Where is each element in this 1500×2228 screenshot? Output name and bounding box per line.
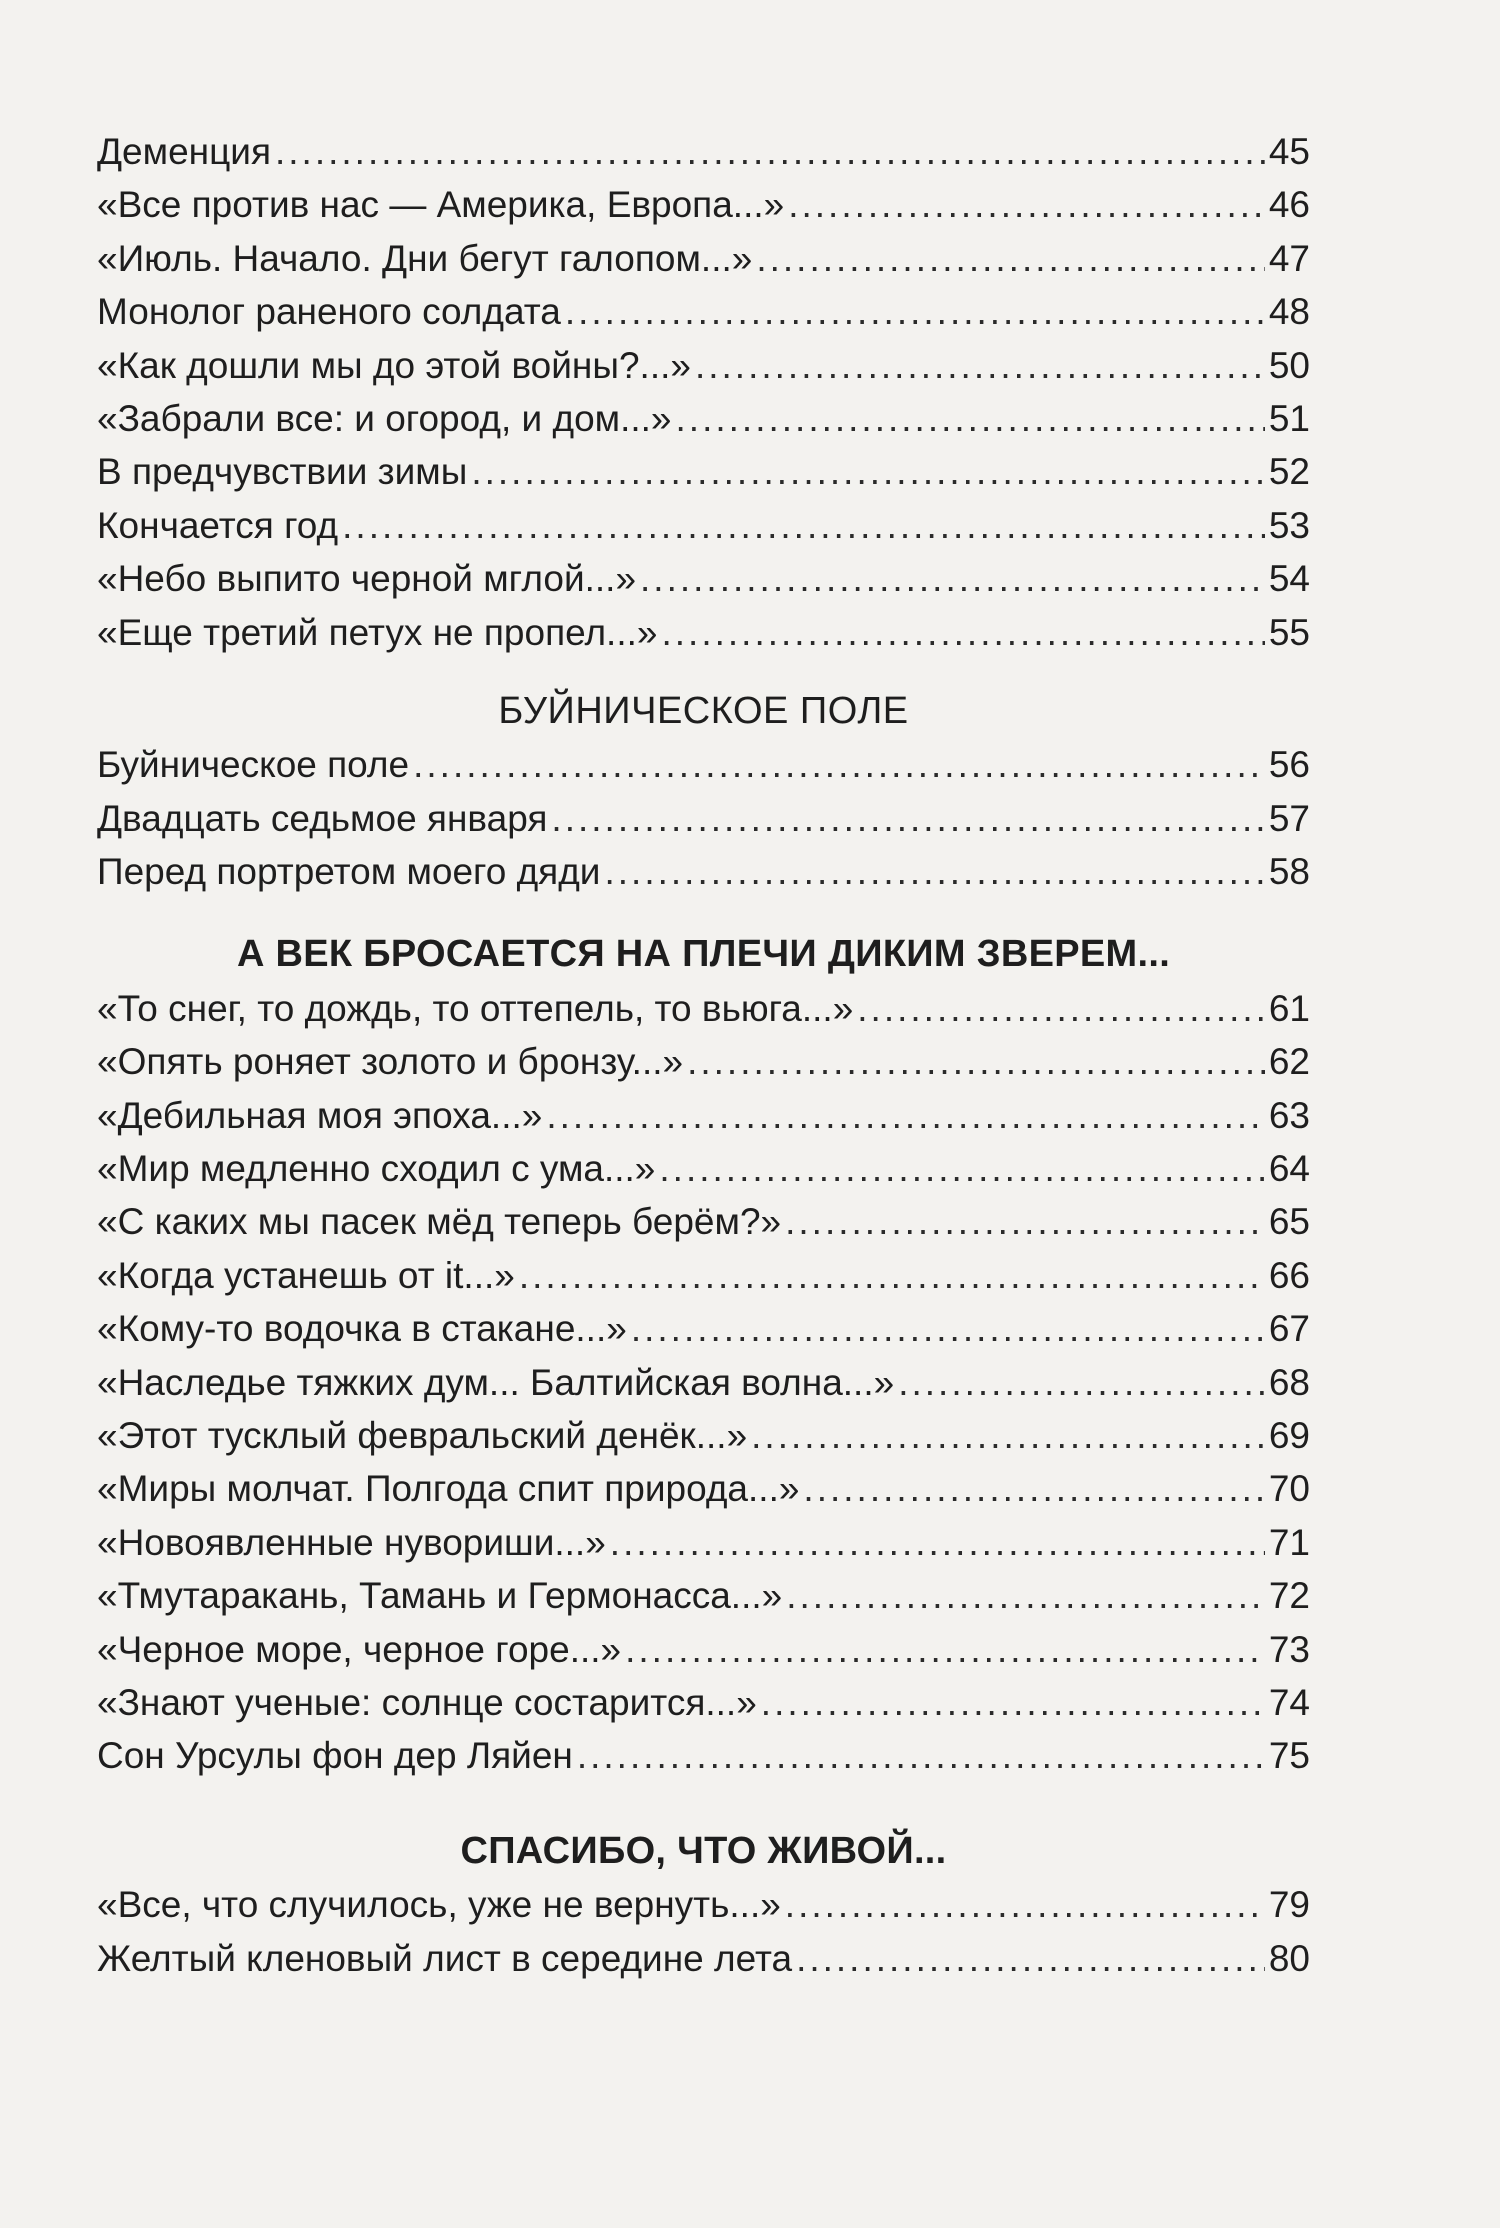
toc-leader-dots — [786, 1569, 1265, 1622]
toc-entry-page-number: 64 — [1268, 1148, 1310, 1190]
toc-entry-page-number: 55 — [1268, 611, 1310, 653]
toc-entry-page-number: 75 — [1268, 1735, 1310, 1777]
toc-entry-title: «Все против нас — Америка, Европа...» — [97, 184, 785, 226]
toc-leader-dots — [659, 1142, 1264, 1195]
toc-entry — [97, 1035, 1310, 1088]
toc-entry-title: «Наследье тяжких дум... Балтийская волна...» — [97, 1361, 895, 1403]
toc-leader-dots — [610, 1516, 1265, 1569]
toc-leader-dots — [551, 792, 1264, 845]
toc-leader-dots — [604, 845, 1264, 898]
toc-entry — [97, 606, 1310, 659]
toc-entry — [97, 1676, 1310, 1729]
toc-entry-title: «Миры молчат. Полгода спит природа...» — [97, 1468, 800, 1510]
toc-entry-title: «Еще третий петух не пропел...» — [97, 611, 658, 653]
toc-entry — [97, 1249, 1310, 1302]
toc-entry-title: «Когда устанешь от it...» — [97, 1254, 515, 1296]
toc-leader-dots — [275, 125, 1265, 178]
toc-entry — [97, 982, 1310, 1035]
toc-entry-page-number: 53 — [1268, 504, 1310, 546]
toc-entry-title: Буйническое поле — [97, 744, 410, 786]
toc-leader-dots — [640, 552, 1265, 605]
toc-leader-dots — [413, 738, 1265, 791]
toc-entry — [97, 738, 1310, 791]
toc-leader-dots — [687, 1035, 1265, 1088]
toc-entry-title: Сон Урсулы фон дер Ляйен — [97, 1735, 573, 1777]
toc-entry-page-number: 73 — [1268, 1628, 1310, 1670]
toc-entry-title: «Как дошли мы до этой войны?...» — [97, 344, 691, 386]
toc-leader-dots — [631, 1302, 1265, 1355]
toc-leader-dots — [751, 1409, 1265, 1462]
toc-group-2 — [97, 738, 1310, 898]
section-title-vek-brosaetsya: А ВЕК БРОСАЕТСЯ НА ПЛЕЧИ ДИКИМ ЗВЕРЕМ... — [236, 933, 1171, 976]
toc-entry — [97, 845, 1310, 898]
toc-entry-page-number: 66 — [1268, 1254, 1310, 1296]
toc-entry-title: Двадцать седьмое января — [97, 797, 548, 839]
toc-entry-page-number: 52 — [1268, 451, 1310, 493]
toc-entry-page-number: 47 — [1268, 237, 1310, 279]
toc-entry — [97, 445, 1310, 498]
toc-leader-dots — [342, 499, 1265, 552]
toc-leader-dots — [803, 1462, 1264, 1515]
toc-entry-page-number: 79 — [1268, 1884, 1310, 1926]
toc-entry — [97, 232, 1310, 285]
toc-leader-dots — [785, 1878, 1265, 1931]
toc-entry — [97, 792, 1310, 845]
toc-leader-dots — [788, 178, 1265, 231]
toc-entry-title: «То снег, то дождь, то оттепель, то вьюга...» — [97, 987, 854, 1029]
toc-leader-dots — [857, 982, 1265, 1035]
toc-entry-title: Перед портретом моего дяди — [97, 851, 601, 893]
toc-group-3 — [97, 982, 1310, 1783]
toc-entry-page-number: 51 — [1268, 397, 1310, 439]
toc-entry-page-number: 50 — [1268, 344, 1310, 386]
toc-entry-page-number: 71 — [1268, 1521, 1310, 1563]
toc-entry — [97, 1516, 1310, 1569]
toc-entry — [97, 1356, 1310, 1409]
toc-entry-title: «Новоявленные нувориши...» — [97, 1521, 606, 1563]
toc-entry-title: «С каких мы пасек мёд теперь берём?» — [97, 1201, 782, 1243]
toc-entry-page-number: 58 — [1268, 851, 1310, 893]
toc-leader-dots — [676, 392, 1265, 445]
toc-entry-title: «Небо выпито черной мглой...» — [97, 558, 637, 600]
toc-entry-page-number: 57 — [1268, 797, 1310, 839]
section-title-spasibo-chto-zhivoy: СПАСИБО, ЧТО ЖИВОЙ... — [460, 1829, 947, 1872]
toc-leader-dots — [471, 445, 1265, 498]
toc-entry-title: «Черное море, черное горе...» — [97, 1628, 622, 1670]
toc-entry-title: Кончается год — [97, 504, 339, 546]
toc-entry — [97, 392, 1310, 445]
toc-entry-title: В предчувствии зимы — [97, 451, 468, 493]
toc-entry-title: «Дебильная моя эпоха...» — [97, 1094, 543, 1136]
toc-entry — [97, 1569, 1310, 1622]
toc-entry — [97, 1195, 1310, 1248]
toc-entry-title: «Все, что случилось, уже не вернуть...» — [97, 1884, 781, 1926]
toc-entry-page-number: 69 — [1268, 1414, 1310, 1456]
toc-leader-dots — [546, 1089, 1265, 1142]
toc-entry-title: Деменция — [97, 131, 271, 172]
toc-entry-title: «Этот тусклый февральский денёк...» — [97, 1414, 748, 1456]
toc-leader-dots — [695, 339, 1265, 392]
toc-leader-dots — [565, 285, 1265, 338]
toc-leader-dots — [756, 232, 1265, 285]
toc-entry — [97, 1623, 1310, 1676]
toc-leader-dots — [785, 1195, 1265, 1248]
toc-entry-page-number: 72 — [1268, 1575, 1310, 1617]
toc-entry-page-number: 68 — [1268, 1361, 1310, 1403]
toc-entry — [97, 339, 1310, 392]
toc-entry-page-number: 63 — [1268, 1094, 1310, 1136]
toc-entry-title: «Кому-то водочка в стакане...» — [97, 1308, 627, 1350]
toc-entry-page-number: 80 — [1268, 1937, 1310, 1979]
toc-entry-title: «Опять роняет золото и бронзу...» — [97, 1041, 684, 1083]
toc-entry-page-number: 74 — [1268, 1681, 1310, 1723]
toc-entry — [97, 285, 1310, 338]
toc-leader-dots — [625, 1623, 1265, 1676]
toc-entry-page-number: 65 — [1268, 1201, 1310, 1243]
toc-entry — [97, 1932, 1310, 1985]
toc-entry — [97, 1142, 1310, 1195]
toc-leader-dots — [519, 1249, 1265, 1302]
toc-leader-dots — [577, 1729, 1265, 1782]
toc-entry — [97, 1409, 1310, 1462]
toc-entry-title: «Тмутаракань, Тамань и Гермонасса...» — [97, 1575, 783, 1617]
toc-entry — [97, 499, 1310, 552]
toc-leader-dots — [796, 1932, 1265, 1985]
toc-entry — [97, 178, 1310, 231]
toc-entry-page-number: 46 — [1268, 184, 1310, 226]
toc-entry-page-number: 70 — [1268, 1468, 1310, 1510]
toc-leader-dots — [761, 1676, 1265, 1729]
toc-entry-page-number: 61 — [1268, 987, 1310, 1029]
toc-entry — [97, 1878, 1310, 1931]
toc-entry-page-number: 67 — [1268, 1308, 1310, 1350]
toc-entry-page-number: 56 — [1268, 744, 1310, 786]
toc-entry — [97, 125, 1310, 178]
toc-entry-title: Монолог раненого солдата — [97, 291, 561, 333]
toc-entry-page-number: 45 — [1268, 131, 1310, 172]
toc-entry-title: «Знают ученые: солнце состарится...» — [97, 1681, 757, 1723]
toc-entry — [97, 552, 1310, 605]
toc-group-1 — [97, 125, 1310, 659]
toc-entry — [97, 1462, 1310, 1515]
toc-entry-page-number: 62 — [1268, 1041, 1310, 1083]
toc-group-4 — [97, 1878, 1310, 1985]
toc-entry-title: «Мир медленно сходил с ума...» — [97, 1148, 656, 1190]
toc-entry-page-number: 54 — [1268, 558, 1310, 600]
toc-leader-dots — [661, 606, 1264, 659]
table-of-contents — [97, 125, 1310, 1985]
toc-entry — [97, 1089, 1310, 1142]
toc-entry-title: «Июль. Начало. Дни бегут галопом...» — [97, 237, 753, 279]
toc-entry — [97, 1729, 1310, 1782]
toc-entry — [97, 1302, 1310, 1355]
toc-entry-page-number: 48 — [1268, 291, 1310, 333]
toc-leader-dots — [898, 1356, 1265, 1409]
toc-entry-title: Желтый кленовый лист в середине лета — [97, 1937, 793, 1979]
section-title-buinicheskoe-pole: БУЙНИЧЕСКОЕ ПОЛЕ — [498, 689, 909, 732]
toc-entry-title: «Забрали все: и огород, и дом...» — [97, 397, 672, 439]
